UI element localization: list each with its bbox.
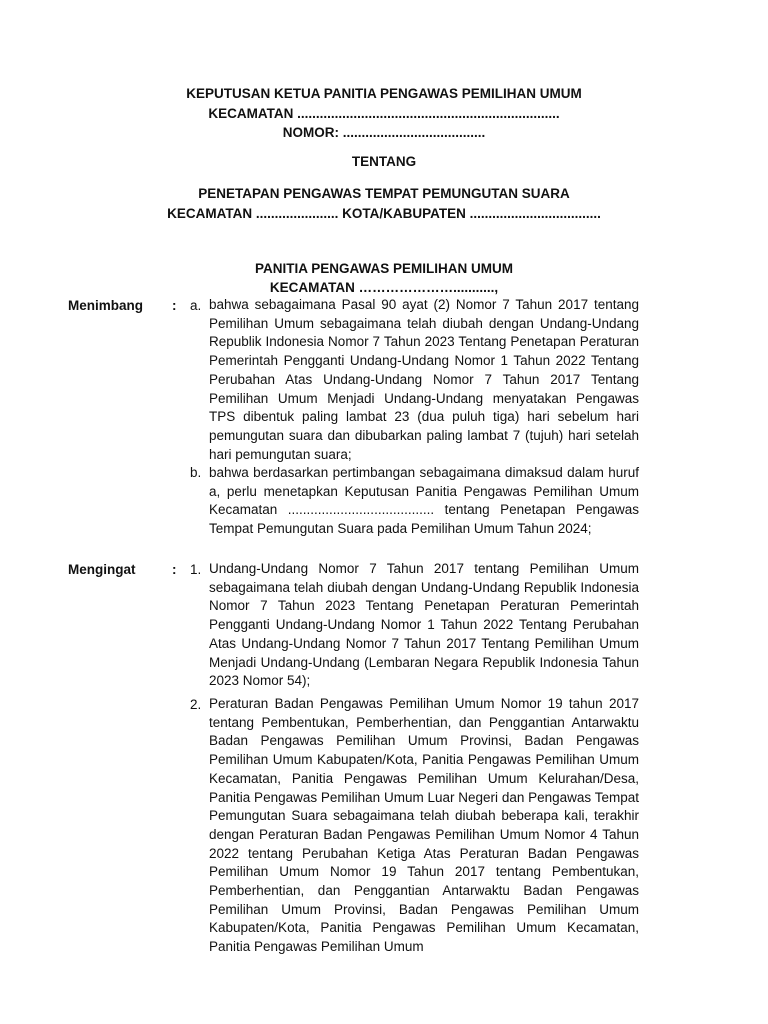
- subject-line-2: KECAMATAN ...................... KOTA/KABUPATEN ...................................: [167, 206, 601, 221]
- decree-number: NOMOR: ......................................: [282, 125, 486, 140]
- menimbang-marker-b: b.: [190, 465, 202, 480]
- mengingat-label: Mengingat: [68, 562, 136, 577]
- issuer-line-1: PANITIA PENGAWAS PEMILIHAN UMUM: [254, 261, 513, 276]
- menimbang-label: Menimbang: [68, 298, 144, 313]
- mengingat-marker-1: 1.: [190, 562, 202, 577]
- issuer-line-2: KECAMATAN …………………...........,: [269, 280, 499, 295]
- decree-title-line-1: KEPUTUSAN KETUA PANITIA PENGAWAS PEMILIHAN UMUM: [186, 86, 582, 101]
- tentang-heading: TENTANG: [351, 154, 417, 169]
- menimbang-item-a: bahwa sebagaimana Pasal 90 ayat (2) Nomor 7 Tahun 2017 tentang Pemilihan Umum sebagaimana telah diubah dengan Undang-Undang Republik Indonesia Nomor 7 Tahun 2023 Tentang Penetapan Peraturan Pemerintah Pengganti Undang-Undang Nomor 1 Tahun 2022 Tentang Perubahan Atas Undang-Undang Nomor 7 Tahun 2017 Tentang Pemilihan Umum Menjadi Undang-Undang menyatakan Pengawas TPS dibentuk paling lambat 23 (dua puluh tiga) hari sebelum hari pemungutan suara dan dibubarkan paling lambat 7 (tujuh) hari setelah hari pemungutan suara;: [209, 297, 639, 462]
- mengingat-item-1: Undang-Undang Nomor 7 Tahun 2017 tentang Pemilihan Umum sebagaimana telah diubah dengan Undang-Undang Republik Indonesia Nomor 7 Tahun 2023 Tentang Penetapan Peraturan Pemerintah Pengganti Undang-Undang Nomor 1 Tahun 2022 Tentang Perubahan Atas Undang-Undang Nomor 7 Tahun 2017 Tentang Pemilihan Umum Menjadi Undang-Undang (Lembaran Negara Republik Indonesia Tahun 2023 Nomor 54);: [209, 561, 639, 689]
- subject-line-1: PENETAPAN PENGAWAS TEMPAT PEMUNGUTAN SUARA: [198, 186, 570, 201]
- mengingat-marker-2: 2.: [190, 697, 202, 712]
- menimbang-colon: :: [172, 298, 177, 313]
- menimbang-item-b: bahwa berdasarkan pertimbangan sebagaimana dimaksud dalam huruf a, perlu menetapkan Keputusan Panitia Pengawas Pemilihan Umum Kecamatan ....................................... tentang Penetapan Pengawas Tempat Pemungutan Suara pada Pemilihan Umum Tahun 2024;: [209, 465, 639, 537]
- mengingat-item-2: Peraturan Badan Pengawas Pemilihan Umum Nomor 19 tahun 2017 tentang Pembentukan, Pemberhentian, dan Penggantian Antarwaktu Badan Pengawas Pemilihan Umum Provinsi, Badan Pengawas Pemilihan Umum Kabupaten/Kota, Panitia Pengawas Pemilihan Umum Kecamatan, Panitia Pengawas Pemilihan Umum Kelurahan/Desa, Panitia Pengawas Pemilihan Umum Luar Negeri dan Pengawas Tempat Pemungutan Suara sebagaimana telah diubah beberapa kali, terakhir dengan Peraturan Badan Pengawas Pemilihan Umum Nomor 4 Tahun 2022 tentang Perubahan Ketiga Atas Peraturan Badan Pengawas Pemilihan Umum Nomor 19 Tahun 2017 tentang Pembentukan, Pemberhentian, dan Penggantian Antarwaktu Badan Pengawas Pemilihan Umum Provinsi, Badan Pengawas Pemilihan Umum Kabupaten/Kota, Panitia Pengawas Pemilihan Umum Kecamatan, Panitia Pengawas Pemilihan Umum: [209, 696, 639, 955]
- decree-title-line-2: KECAMATAN ......................................................................: [208, 106, 560, 121]
- mengingat-colon: :: [172, 562, 177, 577]
- menimbang-marker-a: a.: [190, 298, 202, 313]
